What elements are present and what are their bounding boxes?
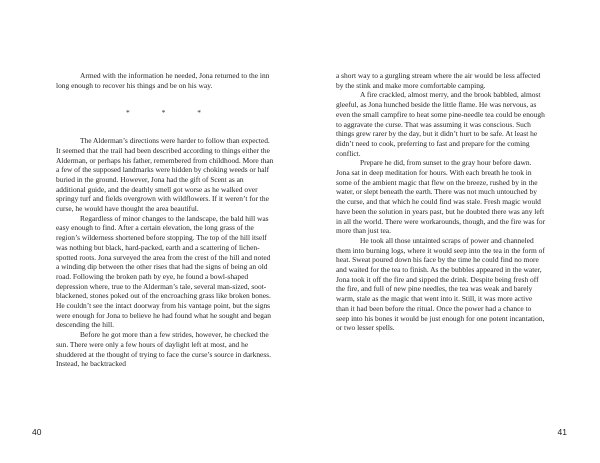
left-page-text (56, 71, 274, 369)
page-number-right: 41 (557, 427, 567, 437)
paragraph: Regardless of minor changes to the landscape, the bald hill was easy enough to find. After a certain elevation, the long grass of the region’s wilderness shortened before stopping. The top of the hill itself was nothing but black, hard-packed, earth and a scattering of lichen-spotted roots. Jona surveyed the area from the crest of the hill and noted a winding dip between the other rises that had the signs of being an old road. Following the broken path by eye, he found a bowl-shaped depression where, true to the Alderman’s tale, several man-sized, soot-blackened, stones poked out of the encroaching grass like broken bones. He couldn’t see the intact doorway from his vantage point, but the signs were enough for Jona to believe he had found what he sought and began descending the hill. (56, 213, 272, 330)
paragraph: A fire crackled, almost merry, and the brook babbled, almost gleeful, as Jona hunched beside the little flame. He was nervous, as even the small campfire to heat some pine-needle tea could be enough to aggravate the curse. That was assuming it was conscious. Such things grew rarer by the day, but it didn’t hurt to be safe. At least he didn’t need to cook, preferring to fast and prepare for the coming conflict. (336, 90, 545, 158)
page-number-left: 40 (32, 427, 42, 437)
right-page (300, 0, 600, 463)
paragraph: Armed with the information he needed, Jona returned to the inn long enough to recover his things and be on his way. (56, 71, 270, 90)
right-page-text (336, 71, 546, 333)
paragraph: a short way to a gurgling stream where the air would be less affected by the stink and make more comfortable camping. (336, 71, 541, 90)
paragraph: Before he got more than a few strides, however, he checked the sun. There were only a few hours of daylight left at most, and he shuddered at the thought of trying to face the curse’s source in darkness. Instead, he backtracked (56, 330, 272, 369)
scene-break: * * * (126, 108, 216, 118)
paragraph: He took all those untainted scraps of power and channeled them into burning logs, where it would seep into the tea in the form of heat. Sweat poured down his face by the time he could find no more and waited for the tea to finish. As the bubbles appeared in the water, Jona took it off the fire and sipped the drink. Despite being fresh off the fire, and full of new pine needles, the tea was weak and barely warm, stale as the magic that went into it. Still, it was more active than it had been before the ritual. Once the power had a chance to seep into his bones it would be just enough for one potent incantation, or two lesser spells. (336, 235, 545, 333)
paragraph: The Alderman’s directions were harder to follow than expected. It seemed that the trail had been described according to things either the Alderman, or perhaps his father, remembered from childhood. More than a few of the supposed landmarks were hidden by choking weeds or half buried in the ground. However, Jona had the gift of Scent as an additional guide, and the deathly smell got worse as he walked over springy turf and fields overgrown with wildflowers. If it weren’t for the curse, he would have thought the area beautiful. (56, 136, 274, 214)
paragraph: Prepare he did, from sunset to the gray hour before dawn. Jona sat in deep meditation for hours. With each breath he took in some of the ambient magic that flew on the breeze, rushed by in the water, or slept beneath the earth. There was not much untouched by the curse, and that which he could find was stale. Fresh magic would have been the solution in years past, but he doubted there was any left in all the world. There were workarounds, though, and the fire was for more than just tea. (336, 158, 546, 236)
